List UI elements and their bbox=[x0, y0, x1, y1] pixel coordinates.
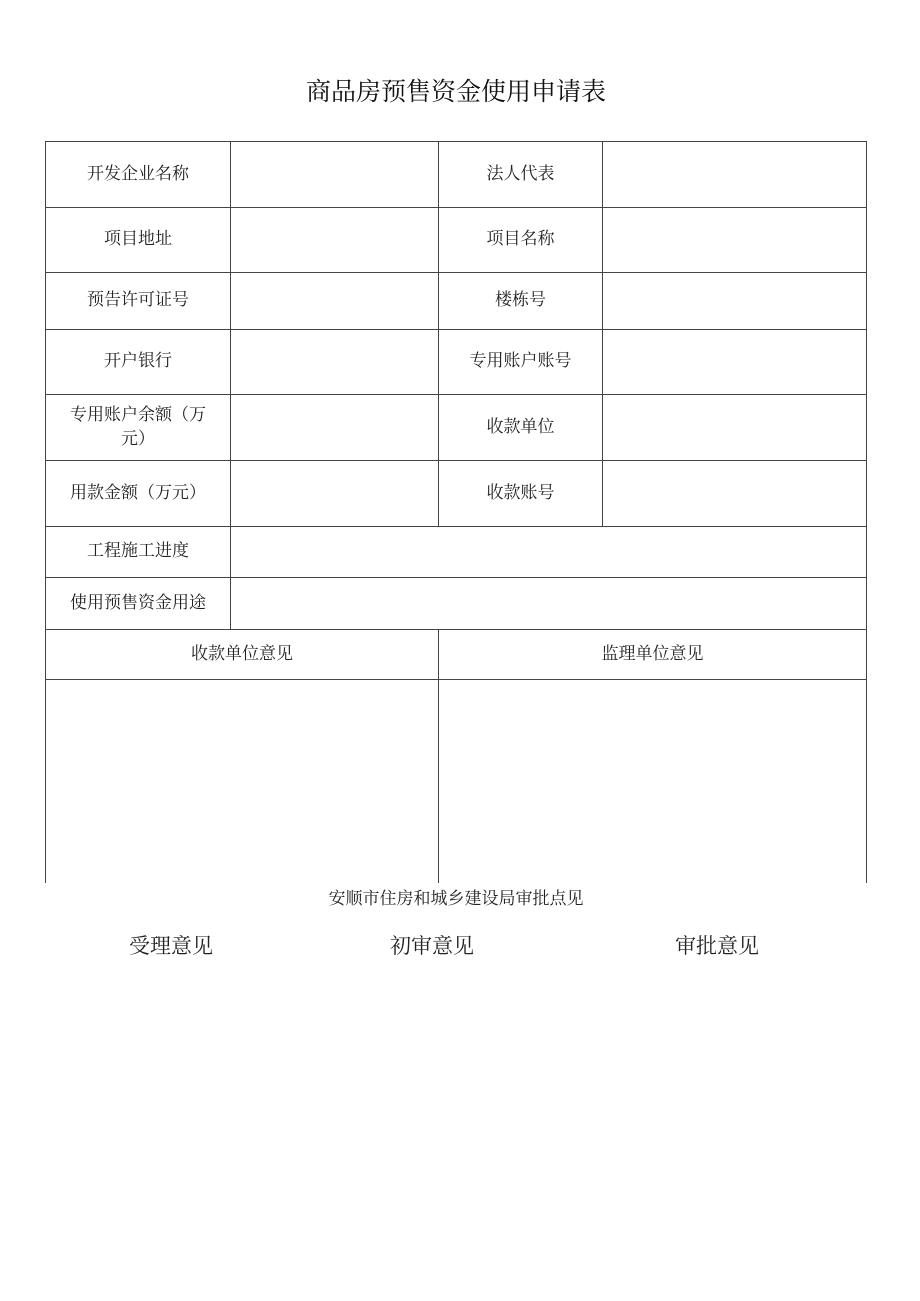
label-special-account-balance: 专用账户余额（万元） bbox=[70, 404, 206, 449]
label-bank: 开户银行 bbox=[104, 351, 172, 372]
label-payment-amount: 用款金额（万元） bbox=[70, 482, 206, 503]
field-project-name[interactable] bbox=[603, 208, 866, 272]
field-building-no[interactable] bbox=[603, 273, 866, 329]
label-developer-name: 开发企业名称 bbox=[87, 163, 189, 184]
field-special-account-no[interactable] bbox=[603, 330, 866, 394]
label-fund-usage: 使用预售资金用途 bbox=[70, 592, 206, 613]
label-building-no: 楼栋号 bbox=[495, 290, 546, 311]
field-presale-permit-no[interactable] bbox=[231, 273, 438, 329]
header-payee-opinion: 收款单位意见 bbox=[191, 643, 293, 664]
field-supervisor-opinion[interactable] bbox=[439, 680, 866, 883]
field-payee-account[interactable] bbox=[603, 461, 866, 526]
field-project-address[interactable] bbox=[231, 208, 438, 272]
field-bank[interactable] bbox=[231, 330, 438, 394]
label-special-account-no: 专用账户账号 bbox=[469, 351, 572, 372]
field-payee[interactable] bbox=[603, 395, 866, 460]
field-payment-amount[interactable] bbox=[231, 461, 438, 526]
label-presale-permit-no: 预告许可证号 bbox=[87, 290, 189, 311]
approval-preliminary-label: 初审意见 bbox=[390, 934, 474, 958]
field-payee-opinion[interactable] bbox=[46, 680, 438, 883]
label-payee-account: 收款账号 bbox=[486, 482, 555, 503]
field-construction-progress[interactable] bbox=[231, 527, 866, 577]
label-payee: 收款单位 bbox=[486, 416, 555, 437]
approval-section-title: 安顺市住房和城乡建设局审批点见 bbox=[328, 889, 584, 909]
approval-acceptance-label: 受理意见 bbox=[129, 934, 213, 958]
label-legal-representative: 法人代表 bbox=[486, 163, 555, 184]
label-project-address: 项目地址 bbox=[104, 229, 172, 250]
label-project-name: 项目名称 bbox=[486, 229, 555, 250]
field-legal-representative[interactable] bbox=[603, 142, 866, 207]
table-border-right bbox=[866, 141, 867, 883]
form-title: 商品房预售资金使用申请表 bbox=[305, 77, 606, 106]
field-developer-name[interactable] bbox=[231, 142, 438, 207]
approval-final-label: 审批意见 bbox=[675, 934, 759, 958]
label-construction-progress: 工程施工进度 bbox=[87, 541, 189, 562]
field-fund-usage[interactable] bbox=[231, 578, 866, 629]
field-special-account-balance[interactable] bbox=[231, 395, 438, 460]
header-supervisor-opinion: 监理单位意见 bbox=[601, 643, 704, 664]
